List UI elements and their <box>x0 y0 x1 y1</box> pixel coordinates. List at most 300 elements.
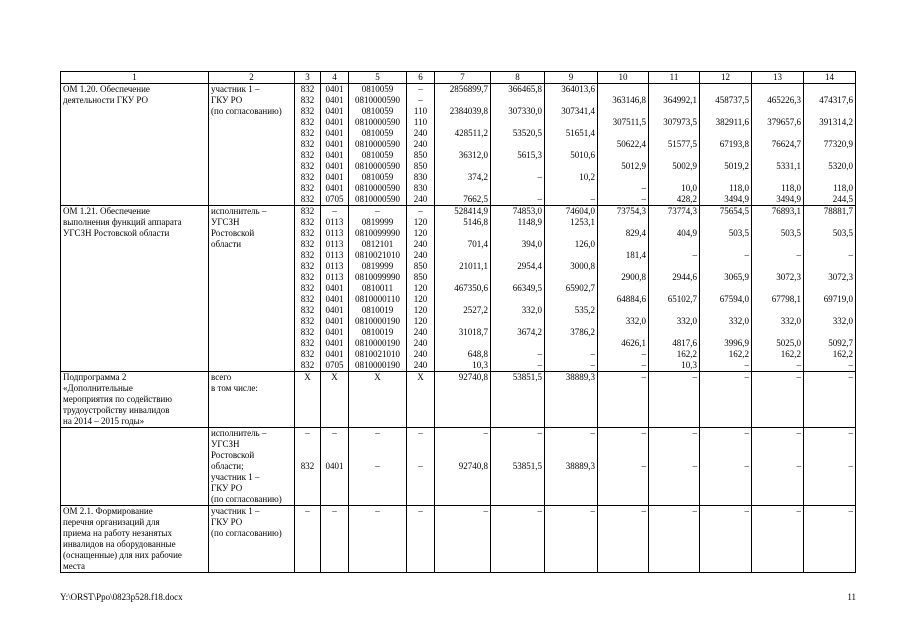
value-line: 832 <box>300 461 315 471</box>
table-row <box>61 84 856 206</box>
value-line: 240 <box>413 327 428 337</box>
value-line <box>806 327 853 338</box>
value-line: 5331,1 <box>776 161 801 171</box>
value-line: 364992,1 <box>663 95 697 105</box>
value-cell-col4 <box>321 206 349 372</box>
value-cell-col11 <box>649 84 700 206</box>
value-line <box>547 316 595 327</box>
value-cell-col10 <box>598 206 649 372</box>
executor-line: Ростовской <box>211 228 255 238</box>
value-line: – <box>848 428 853 438</box>
value-line <box>493 95 542 106</box>
value-line <box>493 294 542 305</box>
value-line: 0401 <box>325 338 344 348</box>
value-line <box>702 128 749 139</box>
value-line: 7662,5 <box>463 194 488 204</box>
value-line <box>493 338 542 349</box>
value-cell-col7 <box>435 506 491 573</box>
value-cell-col6 <box>407 206 435 372</box>
value-line: 832 <box>300 84 315 94</box>
value-cell-col13 <box>752 506 804 573</box>
value-line: – <box>692 461 697 471</box>
value-line <box>651 106 697 117</box>
measure-name-line: Подпрограмма 2 <box>63 372 127 382</box>
value-cell-col13 <box>752 372 804 428</box>
value-line: 832 <box>300 239 315 249</box>
value-line: 850 <box>413 261 428 271</box>
value-line: – <box>375 206 380 216</box>
value-line <box>437 139 488 150</box>
value-line <box>600 217 646 228</box>
value-line: 21011,1 <box>459 261 488 271</box>
value-cell-col6 <box>407 428 435 506</box>
value-line <box>702 327 749 338</box>
value-line <box>754 261 801 272</box>
value-line: 832 <box>300 194 315 204</box>
value-line: 3000,8 <box>570 261 595 271</box>
value-line: – <box>418 84 423 94</box>
value-line: 0810000190 <box>355 316 400 326</box>
column-header: 10 <box>598 72 649 84</box>
value-line: 0810000590 <box>355 183 400 193</box>
value-line: 0113 <box>325 250 344 260</box>
value-line: 120 <box>413 217 428 227</box>
value-line <box>651 261 697 272</box>
value-line: – <box>692 250 697 260</box>
measure-name-line: УГСЗН Ростовской области <box>63 228 170 238</box>
measure-name-line: места <box>63 561 85 571</box>
value-line: 832 <box>300 128 315 138</box>
value-line: 832 <box>300 349 315 359</box>
value-line <box>702 305 749 316</box>
value-cell-col3 <box>295 84 321 206</box>
measure-name-line: ОМ 1.21. Обеспечение <box>63 206 150 216</box>
value-line <box>600 283 646 294</box>
value-cell-col10 <box>598 84 649 206</box>
measure-name-line: перечня организаций для <box>63 517 160 527</box>
value-line: 73774,3 <box>667 206 697 216</box>
value-line: – <box>641 428 646 438</box>
value-line: 118,0 <box>833 183 853 193</box>
value-line: 120 <box>413 283 428 293</box>
value-cell-col12 <box>700 506 752 573</box>
value-line <box>806 84 853 95</box>
value-line: 2384039,8 <box>449 106 488 116</box>
value-line <box>437 316 488 327</box>
value-line: 374,2 <box>467 172 488 182</box>
value-line: 3786,2 <box>570 327 595 337</box>
value-line <box>806 439 853 450</box>
value-line: 0401 <box>325 139 344 149</box>
value-line: 53520,5 <box>512 128 542 138</box>
value-line: 5320,0 <box>828 161 853 171</box>
value-cell-col12 <box>700 206 752 372</box>
value-cell-col11 <box>649 506 700 573</box>
value-cell-col6 <box>407 506 435 573</box>
value-line: 65102,7 <box>667 294 697 304</box>
value-line: – <box>744 428 749 438</box>
value-line: 2527,2 <box>463 305 488 315</box>
value-cell-col12 <box>700 84 752 206</box>
value-line: – <box>796 428 801 438</box>
value-line: – <box>744 372 749 382</box>
value-line: 1253,1 <box>570 217 595 227</box>
value-line: – <box>848 250 853 260</box>
value-line <box>600 327 646 338</box>
value-line: 832 <box>300 206 315 216</box>
value-line: 0401 <box>325 84 344 94</box>
value-line <box>754 450 801 461</box>
value-cell-col9 <box>545 506 598 573</box>
measure-name-line: мероприятия по содействию <box>63 394 173 404</box>
column-header: 11 <box>649 72 700 84</box>
value-line: 332,0 <box>625 316 646 326</box>
value-line: – <box>796 360 801 370</box>
value-line <box>702 283 749 294</box>
value-line: – <box>848 360 853 370</box>
value-line <box>547 338 595 349</box>
value-line: 110 <box>413 117 428 127</box>
value-line: Х <box>374 372 381 382</box>
value-cell-col3 <box>295 206 321 372</box>
value-cell-col8 <box>491 372 545 428</box>
value-line: 0113 <box>325 228 344 238</box>
value-line: 0810059 <box>361 150 394 160</box>
value-line: 0819999 <box>361 261 394 271</box>
value-line <box>754 217 801 228</box>
value-line <box>437 250 488 261</box>
value-line: 4817,6 <box>672 338 697 348</box>
value-line: 0401 <box>325 283 344 293</box>
value-line: – <box>332 428 337 438</box>
value-cell-col3 <box>295 372 321 428</box>
table-row <box>61 206 856 372</box>
value-line: 332,0 <box>780 316 801 326</box>
value-line <box>547 161 595 172</box>
value-line: 2944,6 <box>672 272 697 282</box>
column-header: 12 <box>700 72 752 84</box>
value-line: – <box>848 461 853 471</box>
value-line <box>351 450 404 461</box>
value-line <box>409 439 432 450</box>
value-cell-col6 <box>407 84 435 206</box>
value-line: 0401 <box>325 172 344 182</box>
value-line: – <box>375 428 380 438</box>
value-line: – <box>483 428 488 438</box>
value-line: 53851,5 <box>512 372 542 382</box>
value-line <box>702 172 749 183</box>
value-line: 0810059 <box>361 128 394 138</box>
value-line: – <box>418 461 423 471</box>
value-line: 5002,9 <box>672 161 697 171</box>
value-line: 458737,5 <box>715 95 749 105</box>
value-line <box>806 305 853 316</box>
value-cell-col9 <box>545 428 598 506</box>
value-cell-col4 <box>321 506 349 573</box>
value-line: 3072,3 <box>776 272 801 282</box>
value-line: – <box>641 194 646 204</box>
value-cell-col14 <box>804 428 856 506</box>
value-line: – <box>418 206 423 216</box>
executor-cell <box>209 372 295 428</box>
value-line: – <box>744 360 749 370</box>
value-cell-col6 <box>407 372 435 428</box>
value-line <box>754 239 801 250</box>
value-line: 0401 <box>325 349 344 359</box>
value-line <box>600 172 646 183</box>
value-line: 0810011 <box>361 283 394 293</box>
value-line: 240 <box>413 128 428 138</box>
value-line: 0401 <box>325 117 344 127</box>
value-line: 3065,9 <box>724 272 749 282</box>
measure-name-line: ОМ 1.20. Обеспечение <box>63 84 150 94</box>
value-line: 0705 <box>325 360 344 370</box>
value-line: 0810000190 <box>355 360 400 370</box>
executor-line: исполнитель – <box>211 428 267 438</box>
value-line: 832 <box>300 283 315 293</box>
value-line <box>754 327 801 338</box>
value-cell-col14 <box>804 206 856 372</box>
value-line: 66349,5 <box>512 283 542 293</box>
value-line <box>297 450 318 461</box>
value-line: 503,5 <box>780 228 801 238</box>
value-cell-col9 <box>545 84 598 206</box>
value-line: – <box>641 360 646 370</box>
measure-name-cell <box>61 428 209 506</box>
measure-name-line: трудоустройству инвалидов <box>63 405 170 415</box>
measure-name-line: выполнения функций аппарата <box>63 217 182 227</box>
value-line: 832 <box>300 327 315 337</box>
value-line: 92740,8 <box>458 372 488 382</box>
value-line <box>806 450 853 461</box>
value-line <box>806 172 853 183</box>
value-line: 366465,8 <box>508 84 542 94</box>
value-line: 0401 <box>325 128 344 138</box>
value-line: 382911,6 <box>715 117 749 127</box>
value-line: 0401 <box>325 106 344 116</box>
value-line <box>600 261 646 272</box>
executor-cell <box>209 428 295 506</box>
value-line <box>754 283 801 294</box>
value-line <box>651 239 697 250</box>
column-header: 4 <box>321 72 349 84</box>
value-cell-col3 <box>295 506 321 573</box>
value-line: – <box>332 206 337 216</box>
value-line <box>600 239 646 250</box>
value-line: 830 <box>413 183 428 193</box>
column-header: 3 <box>295 72 321 84</box>
value-line: 307330,0 <box>508 106 542 116</box>
value-line <box>600 439 646 450</box>
value-line: 428511,2 <box>454 128 488 138</box>
executor-line: Ростовской <box>211 450 255 460</box>
value-line: 0705 <box>325 194 344 204</box>
executor-line: (по согласованию) <box>211 106 282 116</box>
value-line: 0810059 <box>361 84 394 94</box>
value-line: Х <box>331 372 338 382</box>
executor-line: УГСЗН <box>211 217 240 227</box>
value-line: – <box>590 506 595 516</box>
value-line: – <box>796 250 801 260</box>
value-line: 832 <box>300 217 315 227</box>
value-line: 162,2 <box>676 349 697 359</box>
value-line <box>754 439 801 450</box>
value-line: 4626,1 <box>621 338 646 348</box>
value-cell-col14 <box>804 84 856 206</box>
measure-name-line: ОМ 2.1. Формирование <box>63 506 153 516</box>
value-line <box>547 250 595 261</box>
value-line: 92740,8 <box>458 461 488 471</box>
value-cell-col11 <box>649 206 700 372</box>
value-line: – <box>418 95 423 105</box>
value-line <box>493 316 542 327</box>
value-line <box>806 239 853 250</box>
value-line: 701,4 <box>467 239 488 249</box>
value-line: 67798,1 <box>771 294 801 304</box>
executor-line: всего <box>211 372 232 382</box>
value-line <box>437 294 488 305</box>
executor-line: в том числе: <box>211 383 258 393</box>
value-line: 832 <box>300 261 315 271</box>
value-line: 0810019 <box>361 305 394 315</box>
value-line: – <box>641 183 646 193</box>
value-line: 73754,3 <box>616 206 646 216</box>
value-line <box>600 106 646 117</box>
value-line: 5012,9 <box>621 161 646 171</box>
executor-line: ГКУ РО <box>211 517 243 527</box>
value-cell-col12 <box>700 372 752 428</box>
value-cell-col8 <box>491 84 545 206</box>
value-line <box>754 172 801 183</box>
value-line: 332,0 <box>728 316 749 326</box>
value-cell-col14 <box>804 372 856 428</box>
value-line <box>651 84 697 95</box>
column-header: 14 <box>804 72 856 84</box>
value-line <box>547 139 595 150</box>
value-line <box>547 183 595 194</box>
value-line: – <box>796 506 801 516</box>
footer-file-path: Y:\ORST\Ppo\0823p528.f18.docx <box>60 592 183 602</box>
value-cell-col4 <box>321 372 349 428</box>
value-cell-col5 <box>349 206 407 372</box>
value-line: – <box>537 349 542 359</box>
measure-name-line: инвалидов на оборудованные <box>63 539 176 549</box>
value-line: 240 <box>413 194 428 204</box>
value-line <box>806 261 853 272</box>
executor-line: исполнитель – <box>211 206 267 216</box>
value-line <box>651 439 697 450</box>
value-line: 0810099990 <box>355 228 400 238</box>
value-line: 648,8 <box>467 349 488 359</box>
value-cell-col9 <box>545 372 598 428</box>
value-line: 832 <box>300 305 315 315</box>
value-cell-col13 <box>752 206 804 372</box>
value-line: 0401 <box>325 327 344 337</box>
value-line <box>493 117 542 128</box>
budget-table <box>60 71 856 573</box>
executor-cell <box>209 506 295 573</box>
value-line: 503,5 <box>728 228 749 238</box>
value-line: 120 <box>413 294 428 304</box>
value-line: – <box>590 349 595 359</box>
measure-name-line: «Дополнительные <box>63 383 133 393</box>
value-line: 5019,2 <box>724 161 749 171</box>
value-line: – <box>483 506 488 516</box>
value-line <box>651 172 697 183</box>
value-line: 850 <box>413 150 428 160</box>
executor-cell <box>209 206 295 372</box>
table-row <box>61 372 856 428</box>
value-line <box>702 150 749 161</box>
table-row <box>61 428 856 506</box>
executor-line: области <box>211 239 242 249</box>
measure-name-cell <box>61 206 209 372</box>
value-line: 332,0 <box>676 316 697 326</box>
value-cell-col8 <box>491 506 545 573</box>
value-line: 74853,0 <box>512 206 542 216</box>
value-line: 38889,3 <box>565 461 595 471</box>
value-line <box>493 250 542 261</box>
value-line: 0401 <box>325 150 344 160</box>
value-line <box>297 439 318 450</box>
column-header: 8 <box>491 72 545 84</box>
value-line: 38889,3 <box>565 372 595 382</box>
executor-line: (по согласованию) <box>211 494 282 504</box>
value-cell-col11 <box>649 372 700 428</box>
value-line <box>702 106 749 117</box>
value-line: 0401 <box>325 305 344 315</box>
value-line: 307341,4 <box>561 106 595 116</box>
value-line: 51651,4 <box>565 128 595 138</box>
value-line: 832 <box>300 294 315 304</box>
value-line: 5092,7 <box>828 338 853 348</box>
value-cell-col11 <box>649 428 700 506</box>
value-line <box>702 450 749 461</box>
value-line: 0113 <box>325 217 344 227</box>
value-line <box>600 450 646 461</box>
value-line: 240 <box>413 139 428 149</box>
value-line <box>754 150 801 161</box>
value-line: 307511,5 <box>612 117 646 127</box>
value-line <box>547 272 595 283</box>
value-line <box>547 450 595 461</box>
value-line: 181,4 <box>625 250 646 260</box>
value-line: 67193,8 <box>719 139 749 149</box>
value-line <box>493 139 542 150</box>
value-line <box>702 84 749 95</box>
column-header: 2 <box>209 72 295 84</box>
value-line <box>702 239 749 250</box>
value-line: 379657,6 <box>767 117 801 127</box>
value-line: 474317,6 <box>819 95 853 105</box>
value-line: 77320,9 <box>823 139 853 149</box>
value-line <box>547 228 595 239</box>
value-line: 10,0 <box>681 183 697 193</box>
value-line: 465226,3 <box>767 95 801 105</box>
value-line: 76624,7 <box>771 139 801 149</box>
value-cell-col10 <box>598 372 649 428</box>
table-row <box>61 506 856 573</box>
header-row <box>61 72 856 84</box>
value-line: 832 <box>300 272 315 282</box>
value-line <box>437 439 488 450</box>
value-line: 0810099990 <box>355 272 400 282</box>
value-line: – <box>744 250 749 260</box>
value-line: Х <box>417 372 424 382</box>
value-line <box>600 128 646 139</box>
value-line: – <box>537 172 542 182</box>
value-line: – <box>641 349 646 359</box>
